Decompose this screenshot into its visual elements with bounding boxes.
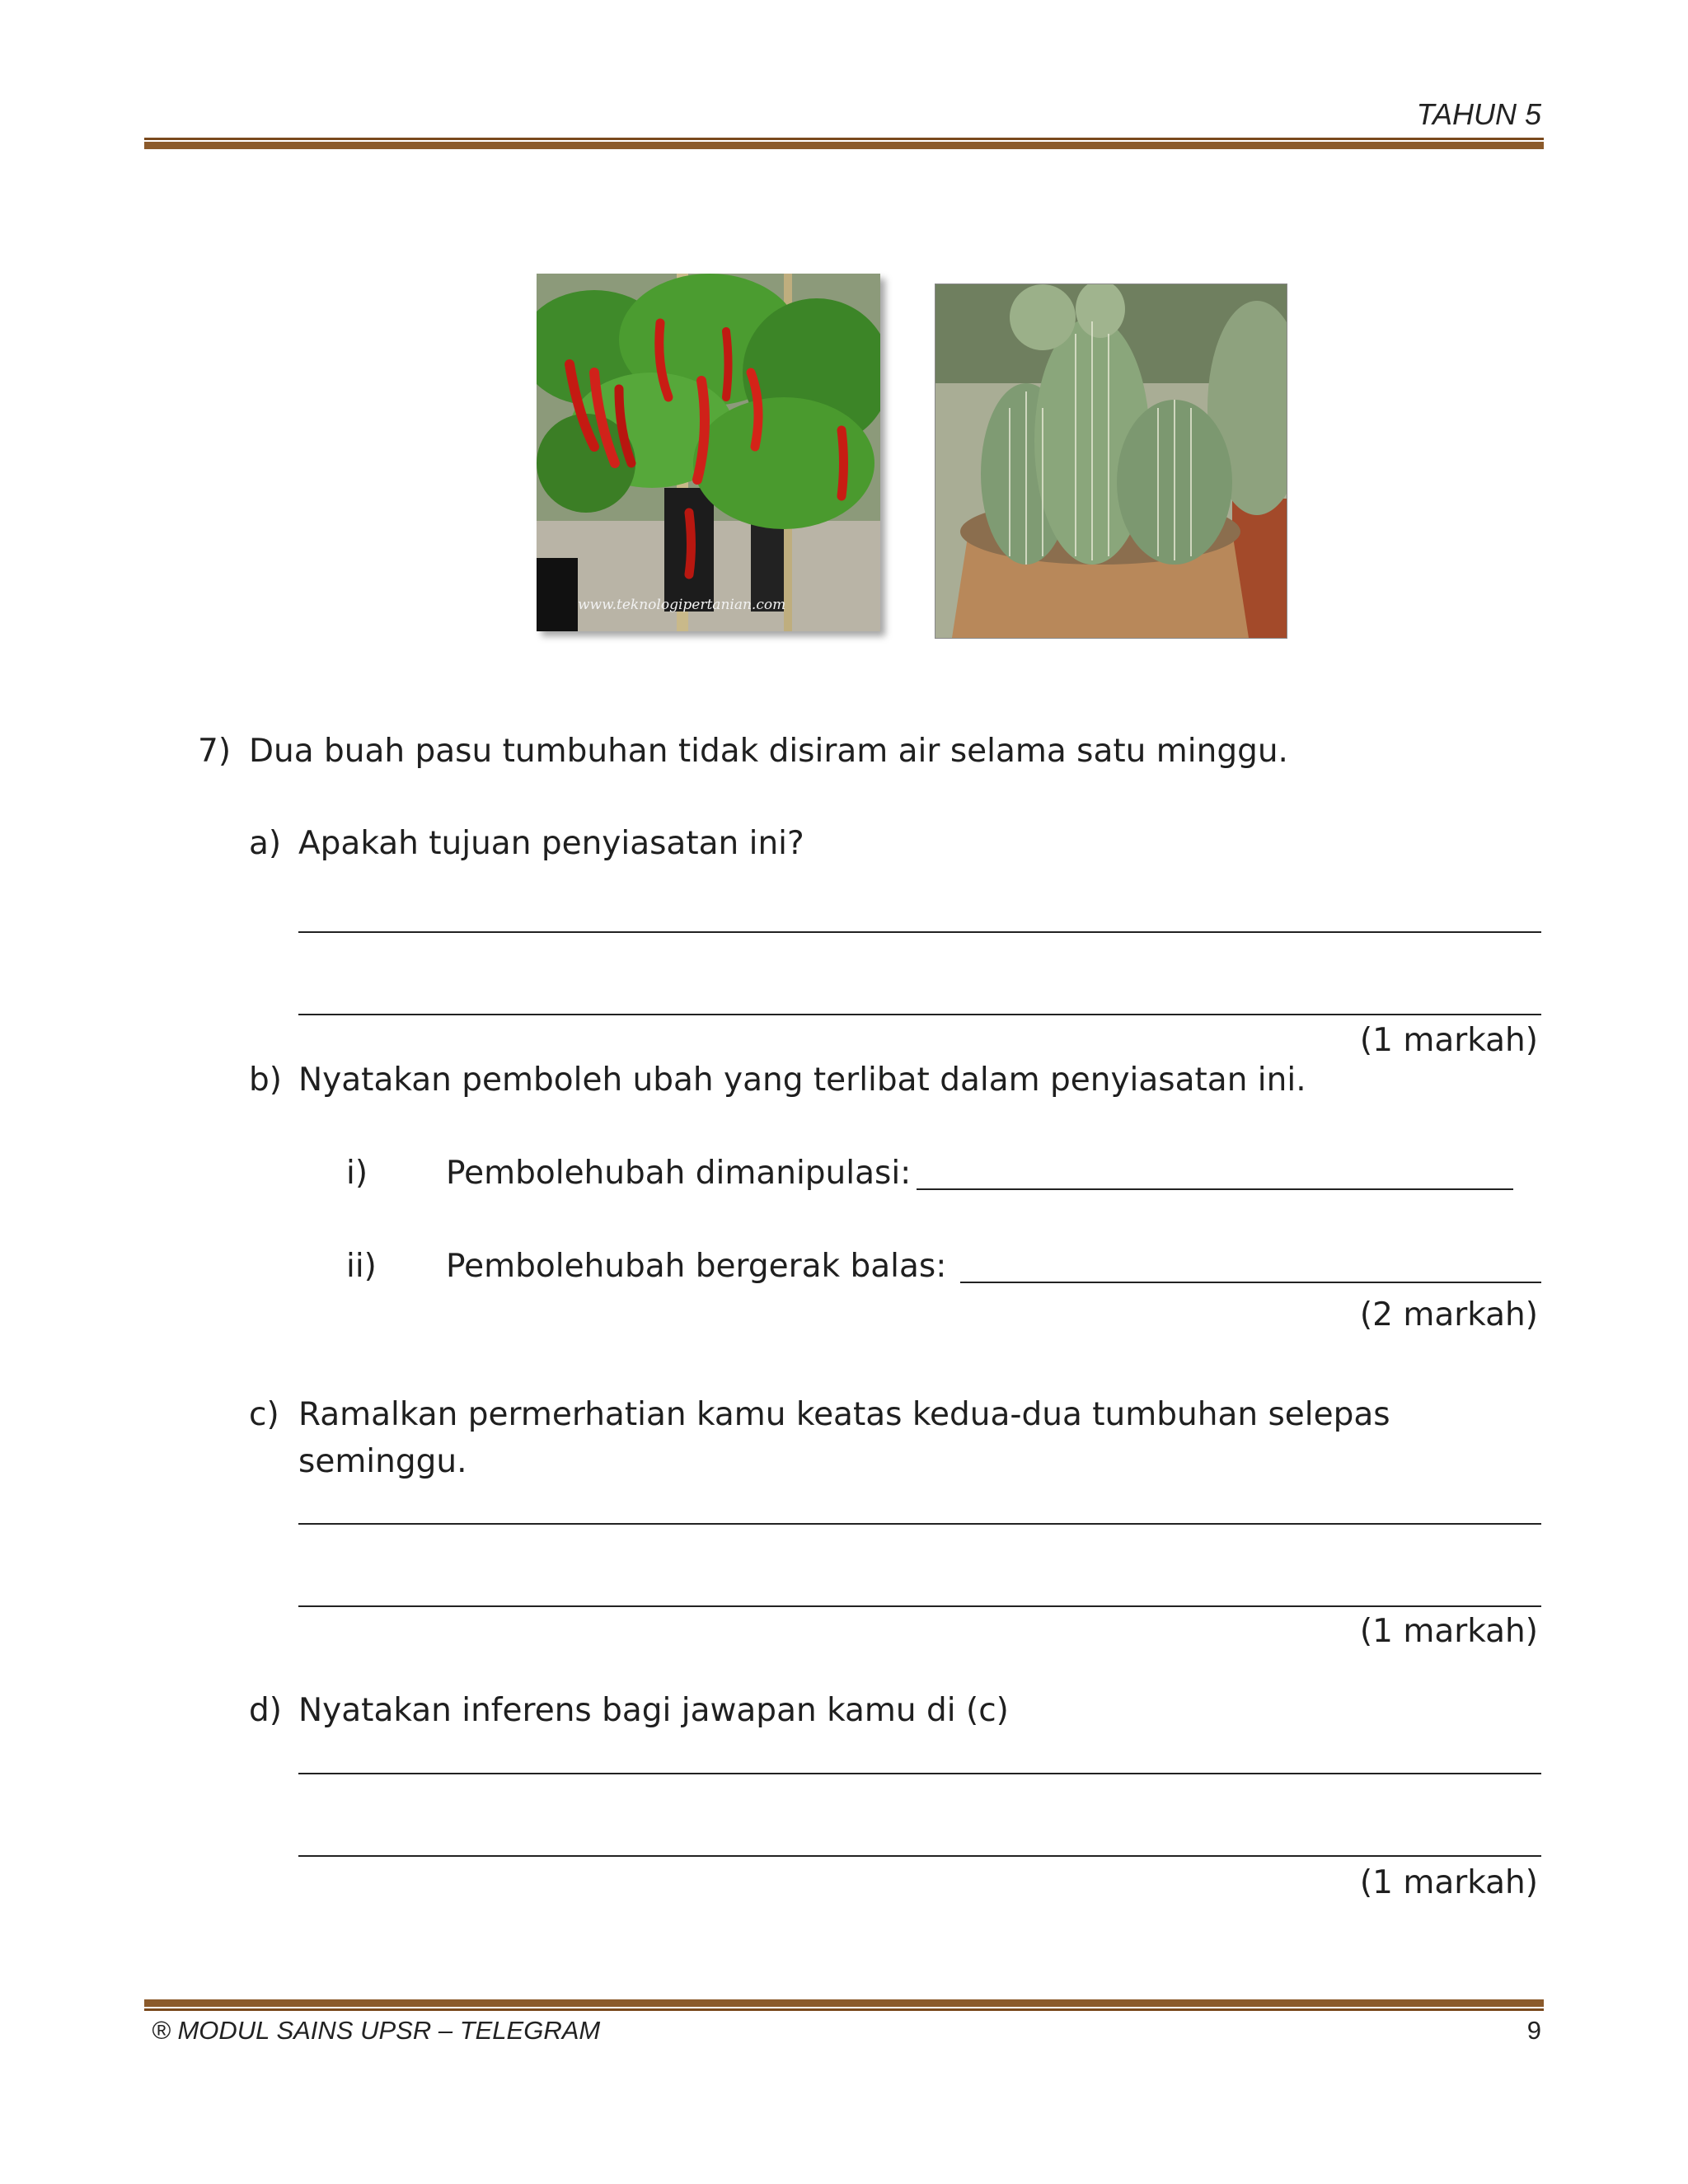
part-a-marks: (1 markah): [1359, 1022, 1538, 1059]
answer-line-a2[interactable]: [298, 1014, 1541, 1015]
part-b-label: b): [249, 1062, 282, 1099]
part-d-text: Nyatakan inferens bagi jawapan kamu di (c): [298, 1692, 1009, 1729]
cactus-illustration: [935, 284, 1287, 638]
footer-rule-thin: [144, 2008, 1544, 2011]
question-number: 7): [198, 733, 232, 770]
part-b-item-1-label: i): [346, 1155, 368, 1192]
answer-line-responding[interactable]: [960, 1282, 1541, 1283]
part-d-label: d): [249, 1692, 282, 1729]
answer-line-manipulated[interactable]: [917, 1188, 1513, 1190]
footer-rule-thick: [144, 1999, 1544, 2007]
chili-plant-illustration: [537, 274, 880, 631]
part-b-marks: (2 markah): [1359, 1296, 1538, 1333]
part-c-text-line1: Ramalkan permerhatian kamu keatas kedua-dua tumbuhan selepas: [298, 1396, 1390, 1433]
image-watermark: www.teknologipertanian.com: [578, 597, 786, 613]
part-c-label: c): [249, 1396, 279, 1433]
header-rule-thin: [144, 138, 1544, 140]
part-c-text-line2: seminggu.: [298, 1443, 467, 1480]
cactus-image: [935, 284, 1287, 639]
part-b-item-2-text: Pembolehubah bergerak balas:: [446, 1248, 947, 1285]
header-rule-thick: [144, 142, 1544, 149]
part-a-label: a): [249, 825, 282, 862]
chili-plant-image: [537, 274, 880, 631]
part-b-item-2-label: ii): [346, 1248, 377, 1285]
answer-line-d2[interactable]: [298, 1855, 1541, 1857]
part-c-marks: (1 markah): [1359, 1613, 1538, 1650]
answer-line-a1[interactable]: [298, 931, 1541, 933]
page-number: 9: [1526, 2016, 1541, 2045]
footer-label: ® MODUL SAINS UPSR – TELEGRAM: [152, 2016, 601, 2045]
answer-line-d1[interactable]: [298, 1773, 1541, 1774]
part-a-text: Apakah tujuan penyiasatan ini?: [298, 825, 804, 862]
answer-line-c2[interactable]: [298, 1605, 1541, 1607]
header-label: TAHUN 5: [1416, 97, 1541, 131]
question-stem: Dua buah pasu tumbuhan tidak disiram air selama satu minggu.: [249, 733, 1288, 770]
part-b-item-1-text: Pembolehubah dimanipulasi:: [446, 1155, 912, 1192]
answer-line-c1[interactable]: [298, 1523, 1541, 1525]
part-b-text: Nyatakan pemboleh ubah yang terlibat dalam penyiasatan ini.: [298, 1062, 1306, 1099]
part-d-marks: (1 markah): [1359, 1864, 1538, 1901]
